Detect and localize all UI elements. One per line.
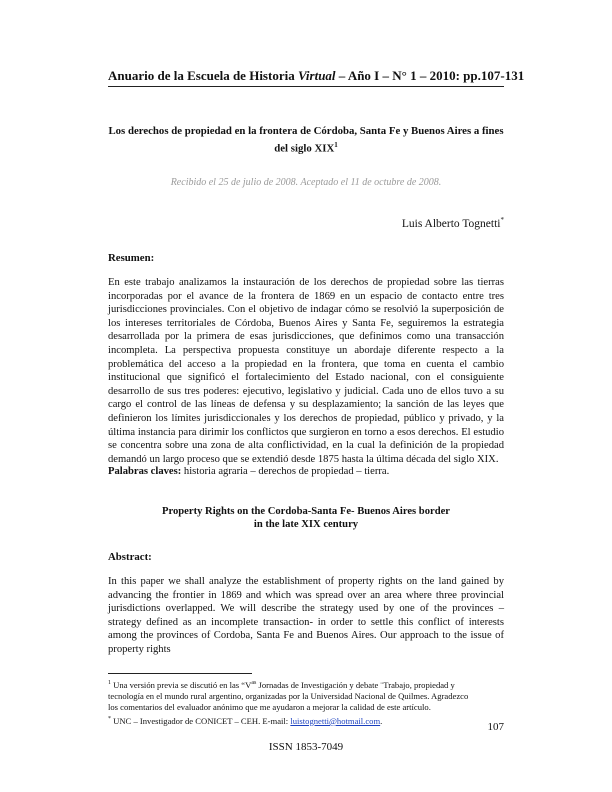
resumen-paragraph: En este trabajo analizamos la instauración de los derechos de propiedad sobre las tierras incorporadas por el avance de la frontera de 1869 en un espacio de contacto entre tres jurisdicciones provinciales. Con el objetivo de indagar cómo se resolvió la superposición de los intereses territoriales de Córdoba, Buenos Aires y Santa Fe, seguiremos la estrategia desarrollada por la primera de esas jurisdicciones, que definimos como una transacción incompleta. La perspectiva propuesta constituye un abordaje diferente respecto a la problemática del acceso a la propiedad en la frontera, que toma en cuenta el cambio institucional que significó el fortalecimiento del Estado nacional, con el consiguiente desarrollo de sus tres poderes: ejecutivo, legislativo y judicial. Cada uno de ellos tuvo a su cargo el control de las líneas de defensa y su desplazamiento; la sanción de las leyes que definieron los límites jurisdiccionales y los derechos de propiedad, público y privado, y la última instancia para dirimir los conflictos que surgieron en torno a esos derechos. El estudio se concentra sobre una zona de alta conflictividad, en la cual la definición de la propiedad demandó un largo proceso que se extendió desde 1875 hasta la última década del siglo XIX. [108, 277, 504, 465]
english-title [108, 506, 504, 531]
footnote-2 [108, 714, 504, 727]
author [402, 216, 504, 230]
resumen-heading: Resumen: [108, 252, 155, 264]
journal-virtual: Virtual [297, 68, 336, 83]
author-footnote-mark[interactable]: * [500, 216, 504, 224]
footnote-2-end: . [380, 715, 383, 726]
issn: ISSN 1853-7049 [268, 741, 344, 753]
received-date: Recibido el 25 de julio de 2008. Aceptado el 11 de octubre de 2008. [170, 177, 442, 188]
footnote-1-text: Jornadas de Investigación y debate ¨Trabajo, propiedad y [256, 679, 455, 690]
footnote-rule [108, 673, 252, 674]
footnote-1-superscript: as [251, 680, 257, 686]
article-title-text: Los derechos de propiedad en la frontera de Córdoba, Santa Fe y Buenos Aires a fines del siglo XIX [108, 125, 504, 155]
footnote-2-text: UNC – Investigador de CONICET – CEH. E-mail: [111, 715, 291, 726]
footnote-1-mark: 1 [108, 680, 111, 686]
footnote-1-text: los comentarios del evaluador anónimo que me ayudaron a mejorar la calidad de este artículo. [108, 702, 431, 713]
footnotes [108, 678, 504, 727]
abstract-paragraph: In this paper we shall analyze the establishment of property rights on the land gained by advancing the frontier in 1869 and which was spread over an area where three provincial jurisdictions overlapped. We will describe the strategy used by one of the provinces – strategy defined as an incomplete transaction- in order to settle this conflict of interests among the provinces of Cordoba, Santa Fe and Buenos Aires. Our approach to the issue of property rights [108, 576, 504, 655]
email-link[interactable]: luistognetti@hotmail.com [290, 715, 381, 726]
article-title [108, 125, 504, 156]
english-title-line: in the late XIX century [253, 518, 359, 530]
title-footnote-mark[interactable]: 1 [334, 140, 338, 149]
footnote-1-text: tecnología en el mundo rural argentino, organizadas por la Universidad Nacional de Quilmes. Agradezco [108, 691, 469, 702]
abstract-heading: Abstract: [108, 551, 152, 563]
journal-name: Anuario de la Escuela de Historia [108, 68, 298, 83]
english-title-line: Property Rights on the Cordoba-Santa Fe- Buenos Aires border [162, 506, 450, 517]
journal-issue: – Año I – N° 1 – 2010: pp.107-131 [335, 68, 525, 83]
keywords [108, 466, 504, 477]
keywords-label: Palabras claves: [108, 466, 182, 477]
footnote-1 [108, 678, 504, 714]
author-name: Luis Alberto Tognetti [401, 217, 501, 230]
footnote-1-text: Una versión previa se discutió en las “V [111, 679, 252, 690]
header-rule [108, 86, 504, 87]
running-header [108, 68, 525, 84]
keywords-text: historia agraria – derechos de propiedad – tierra. [181, 466, 390, 477]
page-number: 107 [487, 721, 504, 733]
footnote-2-mark: * [108, 715, 111, 722]
